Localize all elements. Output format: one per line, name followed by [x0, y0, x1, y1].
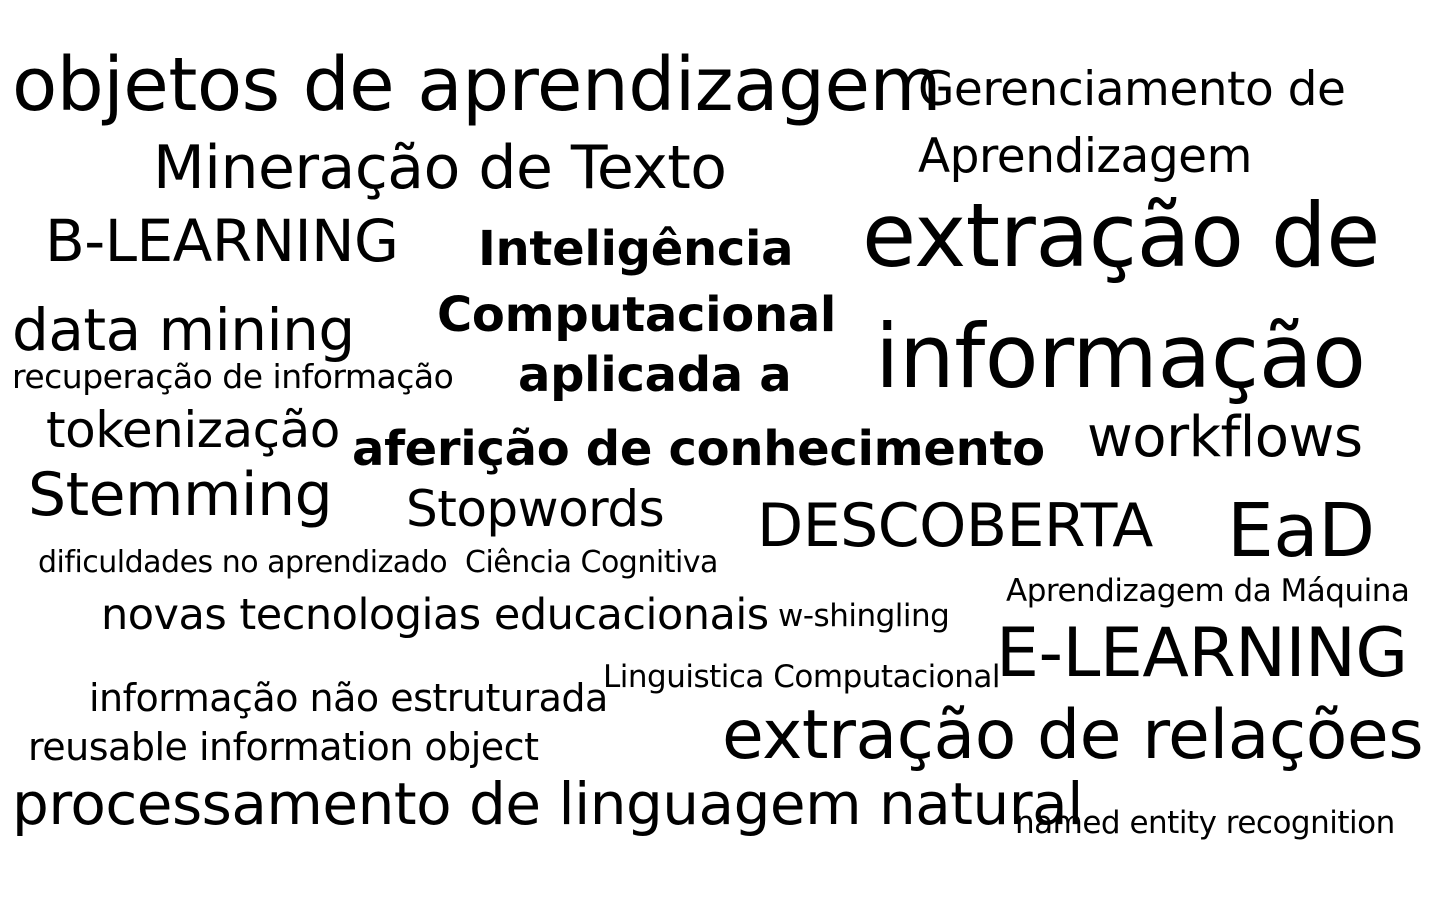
word-informacao: informação — [875, 305, 1366, 408]
word-processamento-de-linguagem-natural: processamento de linguagem natural — [12, 770, 1083, 838]
word-novas-tecnologias-educacionais: novas tecnologias educacionais — [101, 590, 769, 640]
word-computacional: Computacional — [437, 287, 837, 343]
word-inteligencia: Inteligência — [478, 221, 794, 277]
word-stemming: Stemming — [28, 460, 333, 530]
word-data-mining: data mining — [12, 296, 355, 364]
word-extracao-de-relacoes: extração de relações — [722, 696, 1424, 775]
word-informacao-nao-estruturada: informação não estruturada — [89, 676, 608, 720]
word-recuperacao-de-informacao: recuperação de informação — [12, 357, 454, 396]
word-linguistica-computacional: Linguistica Computacional — [603, 659, 1000, 695]
word-aplicada-a: aplicada a — [518, 347, 792, 403]
word-extracao-de: extração de — [862, 184, 1380, 287]
word-aprendizagem-da-maquina: Aprendizagem da Máquina — [1006, 573, 1410, 609]
word-dificuldades-no-aprendizado: dificuldades no aprendizado — [38, 545, 448, 580]
word-tokenizacao: tokenização — [46, 401, 340, 459]
word-mineracao-de-texto: Mineração de Texto — [153, 133, 727, 203]
word-aprendizagem: Aprendizagem — [918, 129, 1252, 184]
word-named-entity-recognition: named entity recognition — [1015, 805, 1395, 841]
word-ciencia-cognitiva: Ciência Cognitiva — [465, 545, 718, 580]
word-afericao-de-conhecimento: aferição de conhecimento — [352, 421, 1045, 477]
word-workflows: workflows — [1087, 405, 1363, 470]
word-gerenciamento-de: Gerenciamento de — [918, 62, 1346, 117]
word-w-shingling: w-shingling — [778, 598, 950, 634]
word-stopwords: Stopwords — [406, 480, 665, 538]
word-descoberta: DESCOBERTA — [757, 491, 1153, 561]
word-objetos-de-aprendizagem: objetos de aprendizagem — [12, 42, 942, 128]
word-reusable-information-object: reusable information object — [28, 725, 539, 769]
word-ead: EaD — [1227, 488, 1375, 574]
word-e-learning: E-LEARNING — [996, 614, 1408, 693]
word-b-learning: B-LEARNING — [45, 207, 399, 275]
